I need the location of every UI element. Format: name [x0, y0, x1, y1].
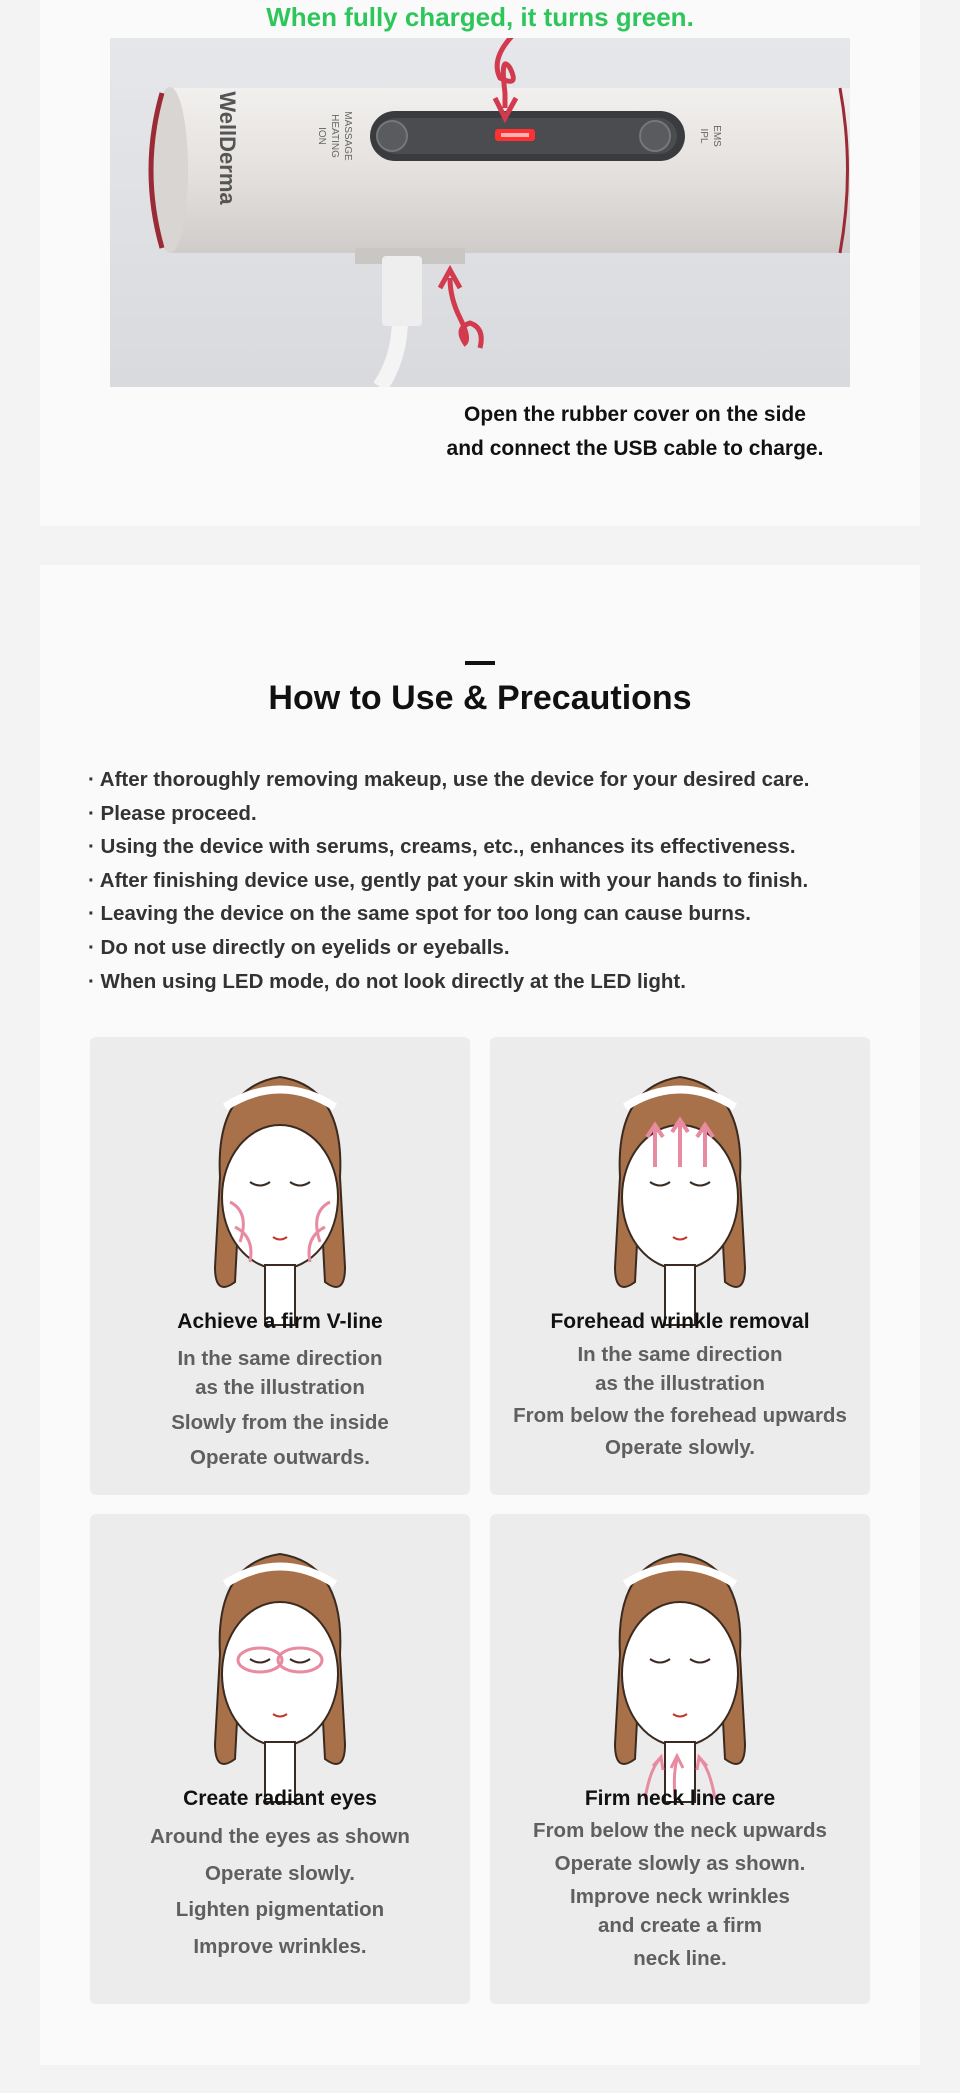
tip-title: Create radiant eyes: [183, 1787, 377, 1810]
tip-card-v-line: [90, 1037, 470, 1495]
tip-line: Operate slowly as shown.: [554, 1852, 806, 1875]
tip-title: Forehead wrinkle removal: [550, 1310, 810, 1333]
tip-line: Improve wrinkles.: [193, 1934, 367, 1958]
tip-line: In the same direction: [577, 1343, 783, 1366]
device-charging-photo: [110, 38, 850, 387]
device-right-mode-label: EMS: [711, 125, 722, 147]
tip-line: neck line.: [633, 1947, 727, 1970]
precaution-item: · Using the device with serums, creams, etc., enhances its effectiveness.: [88, 835, 796, 859]
precaution-item: · Leaving the device on the same spot for too long can cause burns.: [88, 902, 751, 926]
device-left-mode-label: ION: [316, 127, 327, 145]
tip-line: Improve neck wrinkles: [570, 1885, 790, 1908]
precaution-item: · Do not use directly on eyelids or eyeballs.: [88, 935, 510, 959]
precaution-item: · When using LED mode, do not look directly at the LED light.: [88, 969, 686, 993]
tip-description: [90, 1819, 470, 1965]
tip-line: Around the eyes as shown: [150, 1825, 410, 1848]
tip-card-forehead: [490, 1037, 870, 1495]
title-accent-dash: [465, 661, 495, 665]
charging-heading: When fully charged, it turns green.: [266, 2, 694, 32]
charging-caption: [420, 398, 850, 466]
device-right-mode-label: IPL: [698, 128, 709, 144]
charging-caption-line: Open the rubber cover on the side: [464, 403, 806, 426]
tip-card-neck: [490, 1514, 870, 2004]
precautions-list: [88, 763, 888, 998]
device-brand-text: WellDerma: [215, 91, 240, 205]
tip-line: Operate outwards.: [190, 1446, 370, 1469]
tip-line: In the same direction: [177, 1347, 383, 1370]
face-forehead-illustration: [595, 1067, 765, 1337]
tip-card-eyes: [90, 1514, 470, 2004]
face-neck-illustration: [595, 1544, 765, 1814]
device-left-mode-label: MASSAGE: [342, 111, 353, 161]
tip-title: Firm neck line care: [584, 1787, 776, 1810]
charging-caption-line: and connect the USB cable to charge.: [446, 437, 824, 460]
tip-line: Lighten pigmentation: [175, 1898, 385, 1921]
precaution-item: · After finishing device use, gently pat your skin with your hands to finish.: [88, 868, 809, 892]
tip-line: Operate slowly.: [604, 1436, 755, 1459]
device-left-mode-label: HEATING: [329, 114, 340, 158]
tip-description: [90, 1344, 470, 1472]
tip-description: [490, 1816, 870, 1973]
tip-line: From below the neck upwards: [533, 1819, 827, 1842]
face-eyes-illustration: [195, 1544, 365, 1814]
face-v-line-illustration: [195, 1067, 365, 1337]
tip-line: Operate slowly.: [204, 1861, 355, 1885]
tip-line: as the illustration: [195, 1376, 365, 1399]
usage-title: How to Use & Precautions: [268, 679, 692, 717]
tip-title: Achieve a firm V-line: [177, 1310, 383, 1333]
tip-description: [490, 1340, 870, 1462]
precaution-item: · After thoroughly removing makeup, use the device for your desired care.: [88, 768, 810, 791]
tip-line: and create a firm: [597, 1914, 763, 1937]
tip-line: Slowly from the inside: [171, 1411, 389, 1434]
tip-line: as the illustration: [595, 1372, 765, 1395]
tip-line: From below the forehead upwards: [513, 1404, 847, 1427]
precaution-item: · Please proceed.: [88, 801, 257, 825]
